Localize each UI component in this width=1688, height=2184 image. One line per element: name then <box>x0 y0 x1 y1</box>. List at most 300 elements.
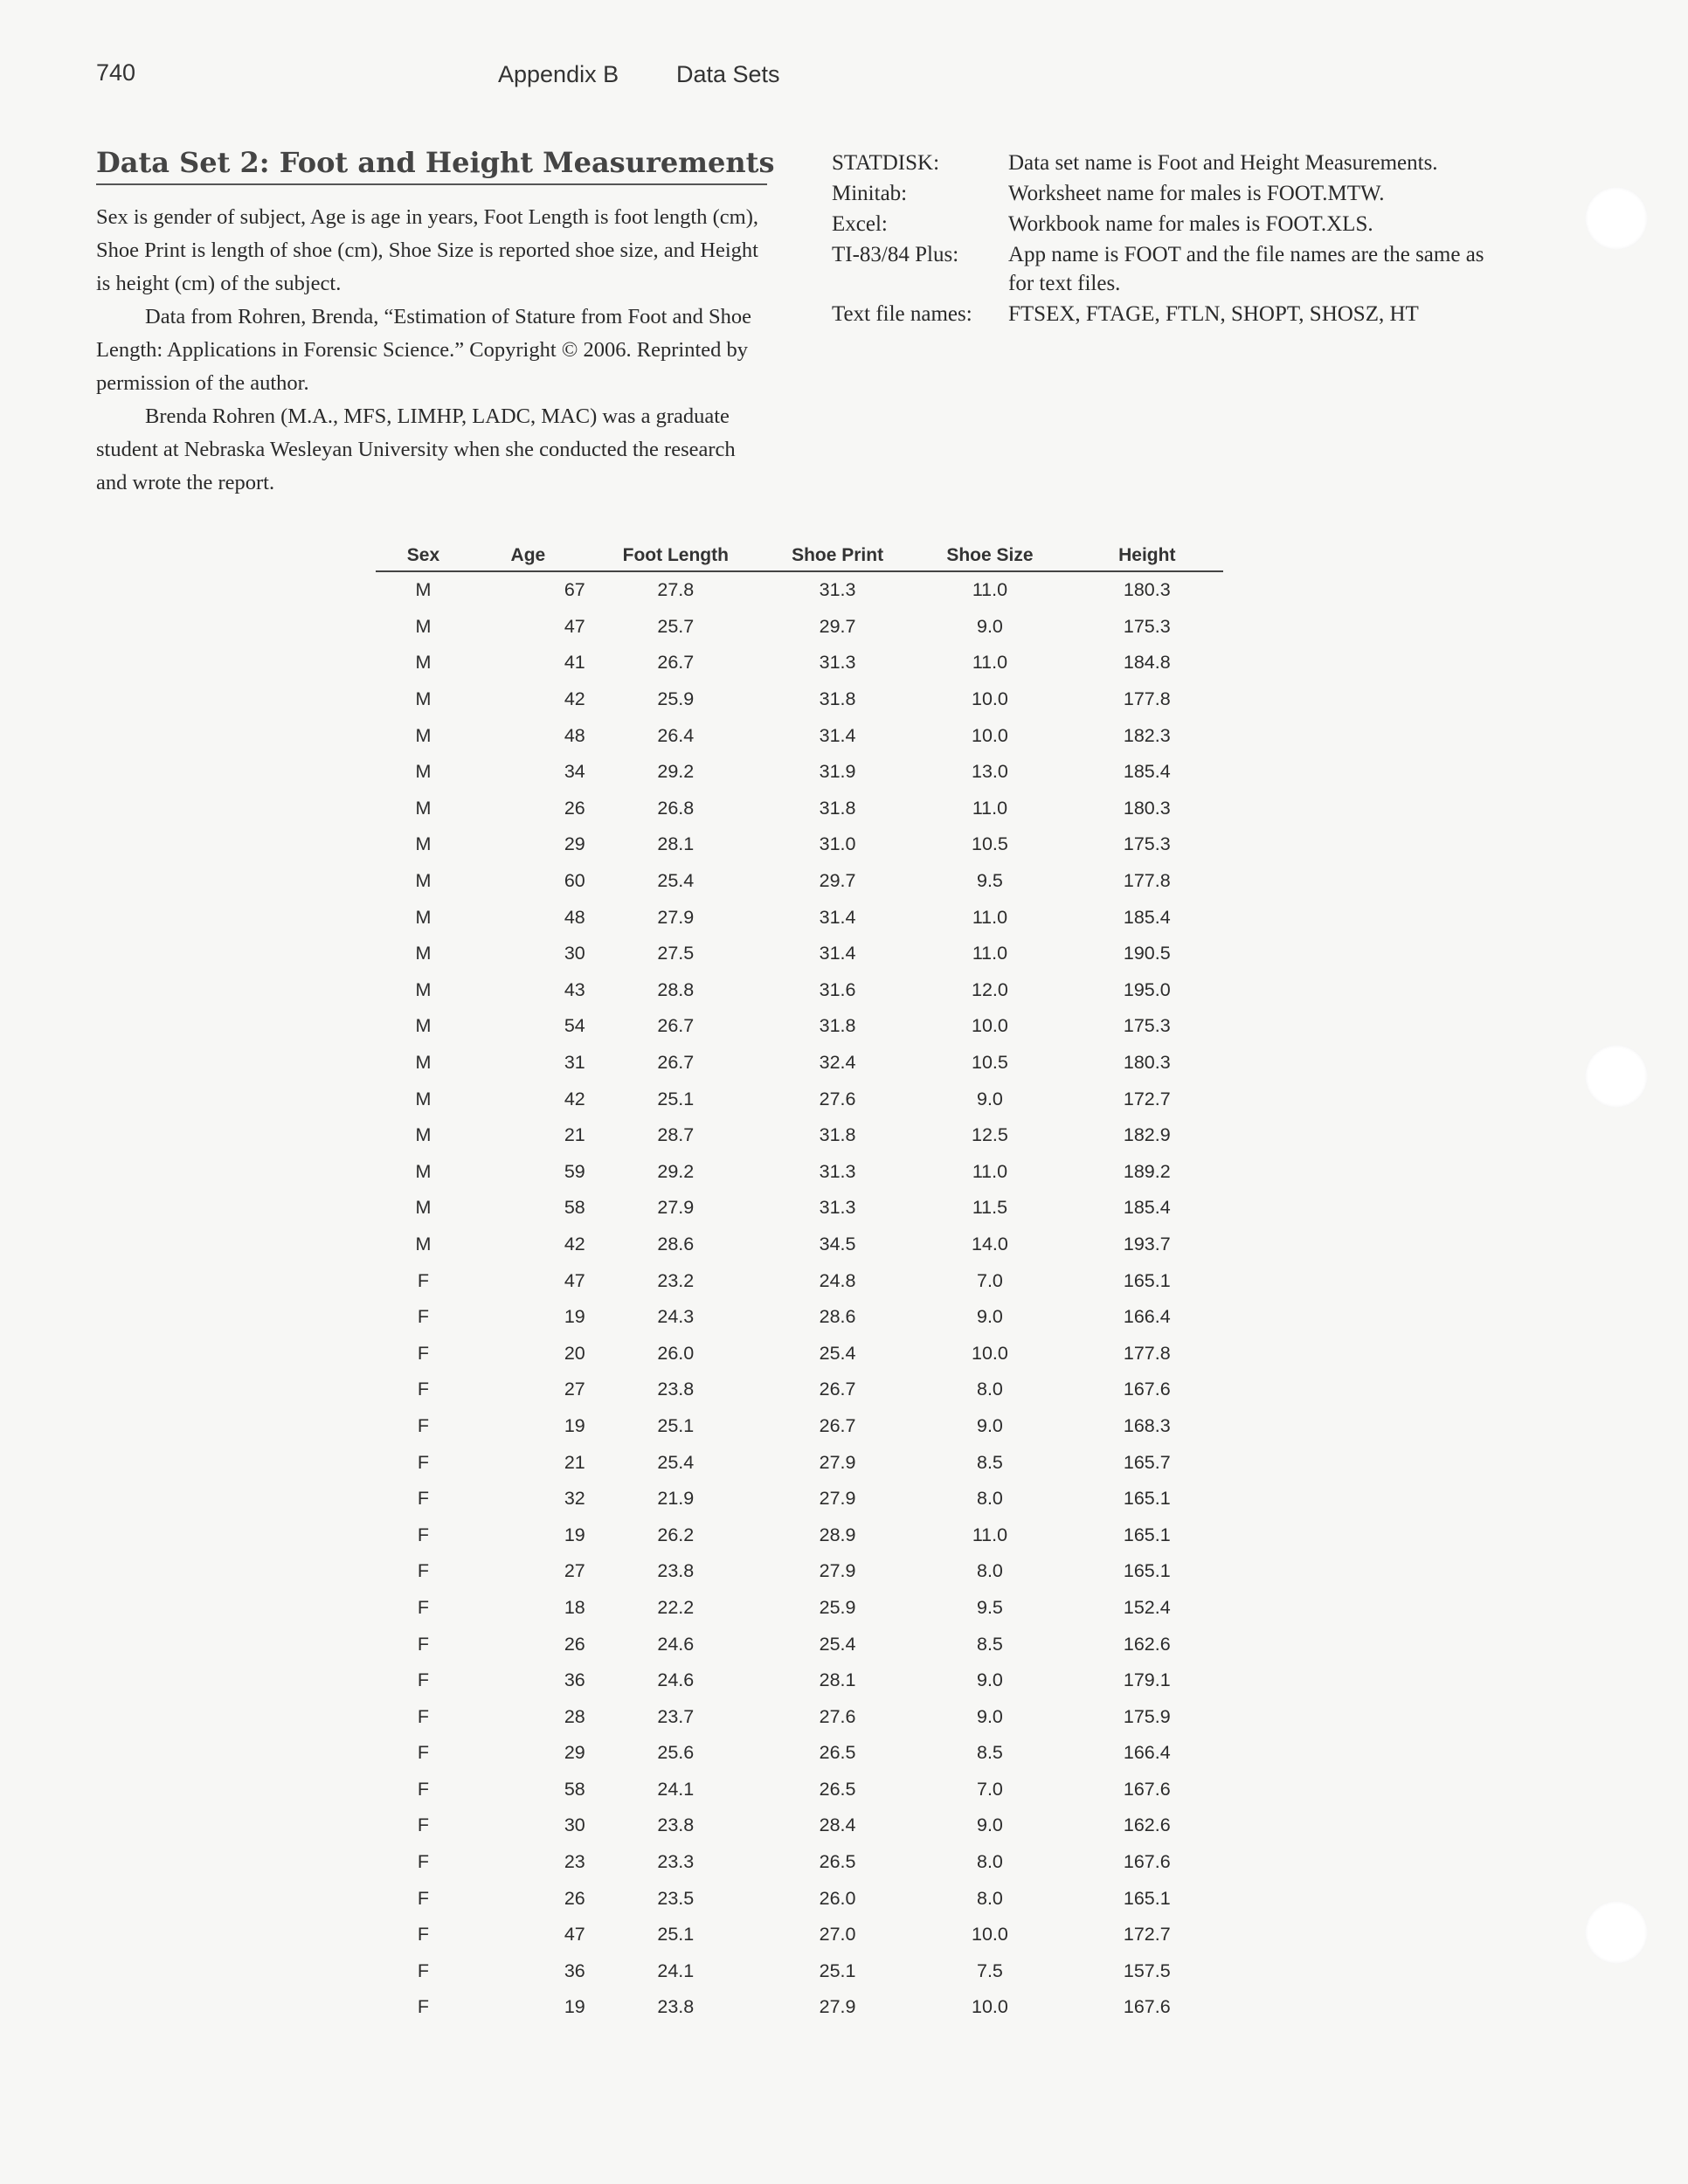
author-paragraph: Brenda Rohren (M.A., MFS, LIMHP, LADC, MAC) was a graduate student at Nebraska Wesleyan University when she conducted the research and wrote the report. <box>96 404 736 494</box>
cell-sex: F <box>417 1560 430 1582</box>
cell-sex: F <box>417 1451 430 1473</box>
cell-sex: M <box>415 1088 432 1109</box>
cell-age <box>471 1008 585 1045</box>
cell-shoe-size: 7.0 <box>977 1269 1003 1291</box>
cell-sex: F <box>417 1524 430 1545</box>
cell-foot-length: 23.5 <box>657 1887 695 1909</box>
table-header-row <box>376 541 1223 571</box>
cell-shoe-size: 8.5 <box>977 1633 1003 1655</box>
cell-sex: F <box>417 1306 430 1328</box>
cell-shoe-print: 25.1 <box>819 1959 856 1981</box>
cell-shoe-print: 29.7 <box>819 615 856 637</box>
cell-height: 177.8 <box>1123 870 1171 892</box>
cell-sex: M <box>415 1124 432 1146</box>
cell-sex: F <box>417 1414 430 1436</box>
age-value: 43 <box>564 978 585 1000</box>
cell-sex: M <box>415 1233 432 1254</box>
cell-age <box>471 1553 585 1590</box>
age-value: 67 <box>564 579 585 601</box>
cell-foot-length: 26.4 <box>657 724 695 746</box>
cell-foot-length: 23.8 <box>657 1560 695 1582</box>
cell-shoe-size: 11.0 <box>972 797 1008 819</box>
cell-shoe-print: 28.4 <box>819 1814 856 1836</box>
cell-sex: F <box>417 1269 430 1291</box>
cell-shoe-size: 9.0 <box>977 1306 1003 1328</box>
cell-height: 182.3 <box>1123 724 1171 746</box>
cell-foot-length: 25.1 <box>657 1414 695 1436</box>
cell-shoe-print: 28.1 <box>819 1669 856 1691</box>
cell-height: 175.3 <box>1123 1015 1171 1037</box>
cell-foot-length: 26.7 <box>657 1015 695 1037</box>
cell-shoe-print: 34.5 <box>819 1233 856 1254</box>
page-number: 740 <box>96 59 136 86</box>
cell-foot-length: 25.4 <box>657 870 695 892</box>
table-row <box>376 1807 1223 1844</box>
cell-shoe-size: 11.0 <box>972 1160 1008 1182</box>
cell-height: 189.2 <box>1123 1160 1171 1182</box>
cell-age <box>471 1262 585 1299</box>
cell-height: 162.6 <box>1123 1814 1171 1836</box>
age-value: 20 <box>564 1342 585 1364</box>
cell-shoe-size: 11.0 <box>972 906 1008 928</box>
cell-foot-length: 23.3 <box>657 1851 695 1873</box>
cell-height: 182.9 <box>1123 1124 1171 1146</box>
software-label: Minitab: <box>832 182 908 205</box>
cell-height: 190.5 <box>1123 943 1171 964</box>
cell-height: 172.7 <box>1123 1924 1171 1946</box>
software-value: Data set name is Foot and Height Measurements. <box>1008 151 1438 175</box>
cell-shoe-size: 11.0 <box>972 1524 1008 1545</box>
cell-sex: M <box>415 615 432 637</box>
cell-age <box>471 1989 585 2026</box>
cell-sex: M <box>415 1160 432 1182</box>
cell-age <box>471 1626 585 1662</box>
cell-shoe-size: 11.0 <box>972 652 1008 674</box>
source-paragraph: Data from Rohren, Brenda, “Estimation of Stature from Foot and Shoe Length: Applications in Forensic Science.” Copyright © 2006. Reprinted by permission of the author. <box>96 305 752 395</box>
cell-age <box>471 1481 585 1517</box>
cell-shoe-size: 8.0 <box>977 1851 1003 1873</box>
cell-age <box>471 791 585 827</box>
cell-foot-length: 26.2 <box>657 1524 695 1545</box>
cell-shoe-print: 25.4 <box>819 1342 856 1364</box>
cell-shoe-print: 27.6 <box>819 1705 856 1727</box>
cell-foot-length: 27.9 <box>657 1197 695 1219</box>
software-value: Workbook name for males is FOOT.XLS. <box>1008 212 1373 236</box>
cell-age <box>471 1880 585 1917</box>
cell-height: 165.1 <box>1123 1524 1171 1545</box>
cell-age <box>471 1844 585 1881</box>
age-value: 36 <box>564 1959 585 1981</box>
cell-age <box>471 863 585 900</box>
cell-age <box>471 1408 585 1445</box>
cell-sex: M <box>415 1197 432 1219</box>
table-row <box>376 609 1223 646</box>
cell-shoe-print: 31.8 <box>819 1015 856 1037</box>
table-row <box>376 1735 1223 1772</box>
age-value: 36 <box>564 1669 585 1691</box>
cell-shoe-size: 7.5 <box>977 1959 1003 1981</box>
cell-foot-length: 25.1 <box>657 1924 695 1946</box>
cell-sex: F <box>417 1633 430 1655</box>
table-row <box>376 1117 1223 1154</box>
cell-age <box>471 754 585 791</box>
age-value: 31 <box>564 1052 585 1074</box>
cell-height: 168.3 <box>1123 1414 1171 1436</box>
age-value: 42 <box>564 688 585 710</box>
table-row <box>376 1299 1223 1336</box>
dataset-title: Data Set 2: Foot and Height Measurements <box>96 145 767 185</box>
column-header-shoe-print: Shoe Print <box>766 541 909 571</box>
cell-shoe-size: 9.0 <box>977 1705 1003 1727</box>
cell-shoe-size: 9.0 <box>977 1669 1003 1691</box>
table-row <box>376 754 1223 791</box>
cell-age <box>471 1953 585 1990</box>
cell-foot-length: 27.8 <box>657 579 695 601</box>
cell-height: 177.8 <box>1123 688 1171 710</box>
table-row <box>376 899 1223 936</box>
table-row <box>376 1045 1223 1082</box>
cell-height: 166.4 <box>1123 1306 1171 1328</box>
cell-height: 165.1 <box>1123 1488 1171 1510</box>
cell-shoe-size: 10.0 <box>972 1342 1008 1364</box>
cell-height: 184.8 <box>1123 652 1171 674</box>
binder-hole <box>1585 187 1648 250</box>
cell-height: 172.7 <box>1123 1088 1171 1109</box>
cell-shoe-print: 27.9 <box>819 1996 856 2018</box>
age-value: 47 <box>564 1924 585 1946</box>
cell-shoe-print: 31.4 <box>819 943 856 964</box>
column-header-age: Age <box>471 541 585 571</box>
age-value: 29 <box>564 1742 585 1764</box>
cell-age <box>471 1190 585 1227</box>
cell-shoe-size: 8.0 <box>977 1488 1003 1510</box>
cell-age <box>471 681 585 718</box>
cell-sex: F <box>417 1596 430 1618</box>
cell-age <box>471 899 585 936</box>
cell-shoe-size: 10.5 <box>972 1052 1008 1074</box>
cell-foot-length: 24.1 <box>657 1778 695 1800</box>
age-value: 47 <box>564 615 585 637</box>
binder-hole <box>1585 1045 1648 1108</box>
cell-age <box>471 1045 585 1082</box>
table-row <box>376 681 1223 718</box>
cell-height: 180.3 <box>1123 579 1171 601</box>
table-row <box>376 717 1223 754</box>
cell-sex: F <box>417 1342 430 1364</box>
cell-foot-length: 26.0 <box>657 1342 695 1364</box>
cell-height: 166.4 <box>1123 1742 1171 1764</box>
cell-shoe-size: 11.0 <box>972 579 1008 601</box>
cell-sex: M <box>415 943 432 964</box>
table-row <box>376 1698 1223 1735</box>
cell-foot-length: 24.6 <box>657 1669 695 1691</box>
cell-shoe-size: 13.0 <box>972 761 1008 783</box>
cell-shoe-size: 10.0 <box>972 1015 1008 1037</box>
cell-shoe-print: 27.9 <box>819 1560 856 1582</box>
age-value: 30 <box>564 1814 585 1836</box>
cell-shoe-size: 14.0 <box>972 1233 1008 1254</box>
cell-foot-length: 21.9 <box>657 1488 695 1510</box>
age-value: 47 <box>564 1269 585 1291</box>
cell-sex: F <box>417 1959 430 1981</box>
age-value: 27 <box>564 1379 585 1400</box>
cell-shoe-print: 26.7 <box>819 1414 856 1436</box>
table-row <box>376 1590 1223 1627</box>
table-row <box>376 1081 1223 1117</box>
age-value: 59 <box>564 1160 585 1182</box>
cell-age <box>471 1807 585 1844</box>
cell-shoe-print: 26.7 <box>819 1379 856 1400</box>
cell-foot-length: 29.2 <box>657 1160 695 1182</box>
cell-height: 167.6 <box>1123 1996 1171 2018</box>
age-value: 29 <box>564 833 585 855</box>
age-value: 41 <box>564 652 585 674</box>
cell-height: 175.3 <box>1123 833 1171 855</box>
table-row <box>376 1917 1223 1953</box>
cell-height: 167.6 <box>1123 1851 1171 1873</box>
cell-foot-length: 22.2 <box>657 1596 695 1618</box>
table-row <box>376 826 1223 863</box>
table-row <box>376 1989 1223 2026</box>
cell-shoe-size: 8.0 <box>977 1887 1003 1909</box>
table-row <box>376 1335 1223 1372</box>
cell-foot-length: 23.7 <box>657 1705 695 1727</box>
cell-foot-length: 24.6 <box>657 1633 695 1655</box>
cell-sex: F <box>417 1669 430 1691</box>
cell-sex: F <box>417 1924 430 1946</box>
cell-sex: M <box>415 688 432 710</box>
age-value: 21 <box>564 1124 585 1146</box>
cell-shoe-size: 9.0 <box>977 1088 1003 1109</box>
software-label: STATDISK: <box>832 151 940 175</box>
age-value: 32 <box>564 1488 585 1510</box>
cell-foot-length: 23.2 <box>657 1269 695 1291</box>
cell-height: 177.8 <box>1123 1342 1171 1364</box>
age-value: 19 <box>564 1996 585 2018</box>
cell-height: 162.6 <box>1123 1633 1171 1655</box>
table-row <box>376 1880 1223 1917</box>
cell-height: 185.4 <box>1123 906 1171 928</box>
table-row <box>376 1844 1223 1881</box>
cell-shoe-print: 26.0 <box>819 1887 856 1909</box>
software-value: Worksheet name for males is FOOT.MTW. <box>1008 182 1385 205</box>
cell-height: 193.7 <box>1123 1233 1171 1254</box>
cell-sex: M <box>415 978 432 1000</box>
age-value: 28 <box>564 1705 585 1727</box>
software-label: TI-83/84 Plus: <box>832 243 959 266</box>
cell-foot-length: 25.4 <box>657 1451 695 1473</box>
age-value: 34 <box>564 761 585 783</box>
cell-sex: M <box>415 1052 432 1074</box>
cell-age <box>471 972 585 1009</box>
table-row <box>376 791 1223 827</box>
cell-sex: F <box>417 1851 430 1873</box>
cell-sex: M <box>415 906 432 928</box>
cell-height: 152.4 <box>1123 1596 1171 1618</box>
age-value: 48 <box>564 724 585 746</box>
cell-height: 165.7 <box>1123 1451 1171 1473</box>
cell-shoe-size: 11.5 <box>972 1197 1008 1219</box>
age-value: 58 <box>564 1197 585 1219</box>
age-value: 23 <box>564 1851 585 1873</box>
table-row <box>376 1372 1223 1408</box>
age-value: 21 <box>564 1451 585 1473</box>
cell-shoe-print: 27.6 <box>819 1088 856 1109</box>
cell-height: 179.1 <box>1123 1669 1171 1691</box>
cell-shoe-size: 11.0 <box>972 943 1008 964</box>
cell-sex: F <box>417 1887 430 1909</box>
cell-foot-length: 28.6 <box>657 1233 695 1254</box>
table-row <box>376 1227 1223 1263</box>
cell-shoe-size: 10.0 <box>972 688 1008 710</box>
cell-age <box>471 1081 585 1117</box>
cell-foot-length: 26.7 <box>657 1052 695 1074</box>
cell-shoe-print: 29.7 <box>819 870 856 892</box>
cell-foot-length: 28.7 <box>657 1124 695 1146</box>
software-row <box>832 210 1496 238</box>
cell-height: 180.3 <box>1123 1052 1171 1074</box>
column-header-height: Height <box>1071 541 1223 571</box>
cell-height: 185.4 <box>1123 1197 1171 1219</box>
running-header <box>96 59 1407 94</box>
cell-height: 185.4 <box>1123 761 1171 783</box>
cell-foot-length: 28.8 <box>657 978 695 1000</box>
table-row <box>376 1772 1223 1808</box>
table-row <box>376 1662 1223 1699</box>
cell-sex: F <box>417 1488 430 1510</box>
cell-foot-length: 26.7 <box>657 652 695 674</box>
cell-height: 175.3 <box>1123 615 1171 637</box>
cell-foot-length: 24.3 <box>657 1306 695 1328</box>
cell-shoe-print: 26.5 <box>819 1742 856 1764</box>
cell-shoe-size: 8.0 <box>977 1560 1003 1582</box>
cell-shoe-size: 9.5 <box>977 870 1003 892</box>
cell-sex: M <box>415 870 432 892</box>
cell-age <box>471 1772 585 1808</box>
table-row <box>376 972 1223 1009</box>
cell-height: 165.1 <box>1123 1887 1171 1909</box>
cell-age <box>471 1117 585 1154</box>
software-row <box>832 149 1496 177</box>
table-row <box>376 1553 1223 1590</box>
cell-foot-length: 25.9 <box>657 688 695 710</box>
cell-shoe-size: 9.5 <box>977 1596 1003 1618</box>
cell-sex: F <box>417 1705 430 1727</box>
cell-shoe-size: 8.0 <box>977 1379 1003 1400</box>
cell-height: 165.1 <box>1123 1560 1171 1582</box>
cell-shoe-print: 28.9 <box>819 1524 856 1545</box>
cell-height: 180.3 <box>1123 797 1171 819</box>
cell-shoe-print: 31.8 <box>819 1124 856 1146</box>
table-row <box>376 1481 1223 1517</box>
cell-height: 167.6 <box>1123 1778 1171 1800</box>
cell-age <box>471 1335 585 1372</box>
table-row <box>376 1008 1223 1045</box>
age-value: 26 <box>564 1633 585 1655</box>
cell-foot-length: 25.1 <box>657 1088 695 1109</box>
table-row <box>376 936 1223 972</box>
table-row <box>376 1262 1223 1299</box>
cell-age <box>471 1698 585 1735</box>
cell-foot-length: 25.6 <box>657 1742 695 1764</box>
cell-shoe-size: 10.0 <box>972 1996 1008 2018</box>
table-row <box>376 645 1223 681</box>
cell-foot-length: 28.1 <box>657 833 695 855</box>
cell-shoe-print: 27.9 <box>819 1488 856 1510</box>
cell-sex: M <box>415 579 432 601</box>
cell-shoe-print: 31.3 <box>819 1197 856 1219</box>
cell-sex: M <box>415 797 432 819</box>
cell-foot-length: 24.1 <box>657 1959 695 1981</box>
software-value: FTSEX, FTAGE, FTLN, SHOPT, SHOSZ, HT <box>1008 302 1419 326</box>
cell-height: 165.1 <box>1123 1269 1171 1291</box>
cell-shoe-print: 31.4 <box>819 724 856 746</box>
table-row <box>376 1444 1223 1481</box>
age-value: 26 <box>564 797 585 819</box>
cell-shoe-size: 9.0 <box>977 615 1003 637</box>
cell-sex: M <box>415 1015 432 1037</box>
cell-sex: F <box>417 1379 430 1400</box>
cell-shoe-print: 31.3 <box>819 652 856 674</box>
cell-age <box>471 1917 585 1953</box>
cell-shoe-size: 10.0 <box>972 1924 1008 1946</box>
cell-sex: F <box>417 1814 430 1836</box>
software-row <box>832 179 1496 208</box>
cell-shoe-print: 26.5 <box>819 1851 856 1873</box>
software-value: App name is FOOT and the file names are the same as for text files. <box>1008 243 1484 295</box>
cell-shoe-size: 12.5 <box>972 1124 1008 1146</box>
cell-height: 175.9 <box>1123 1705 1171 1727</box>
age-value: 48 <box>564 906 585 928</box>
cell-shoe-print: 25.9 <box>819 1596 856 1618</box>
cell-shoe-print: 28.6 <box>819 1306 856 1328</box>
cell-shoe-size: 12.0 <box>972 978 1008 1000</box>
dataset-description <box>96 145 775 500</box>
cell-shoe-print: 31.8 <box>819 688 856 710</box>
age-value: 60 <box>564 870 585 892</box>
cell-shoe-print: 27.0 <box>819 1924 856 1946</box>
cell-age <box>471 1517 585 1553</box>
cell-shoe-size: 8.5 <box>977 1451 1003 1473</box>
cell-foot-length: 23.8 <box>657 1996 695 2018</box>
cell-foot-length: 23.8 <box>657 1379 695 1400</box>
cell-foot-length: 27.5 <box>657 943 695 964</box>
age-value: 58 <box>564 1778 585 1800</box>
cell-shoe-print: 26.5 <box>819 1778 856 1800</box>
cell-age <box>471 1590 585 1627</box>
cell-shoe-print: 31.3 <box>819 579 856 601</box>
cell-sex: M <box>415 724 432 746</box>
cell-sex: M <box>415 833 432 855</box>
cell-shoe-size: 10.0 <box>972 724 1008 746</box>
table-row <box>376 1626 1223 1662</box>
cell-shoe-print: 25.4 <box>819 1633 856 1655</box>
age-value: 19 <box>564 1306 585 1328</box>
age-value: 19 <box>564 1414 585 1436</box>
binder-hole <box>1585 1901 1648 1964</box>
table-row <box>376 1517 1223 1553</box>
age-value: 26 <box>564 1887 585 1909</box>
cell-age <box>471 1444 585 1481</box>
age-value: 54 <box>564 1015 585 1037</box>
table-row <box>376 571 1223 609</box>
cell-shoe-print: 31.8 <box>819 797 856 819</box>
table-row <box>376 863 1223 900</box>
software-info <box>832 149 1496 330</box>
cell-height: 157.5 <box>1123 1959 1171 1981</box>
cell-age <box>471 1154 585 1191</box>
cell-foot-length: 25.7 <box>657 615 695 637</box>
